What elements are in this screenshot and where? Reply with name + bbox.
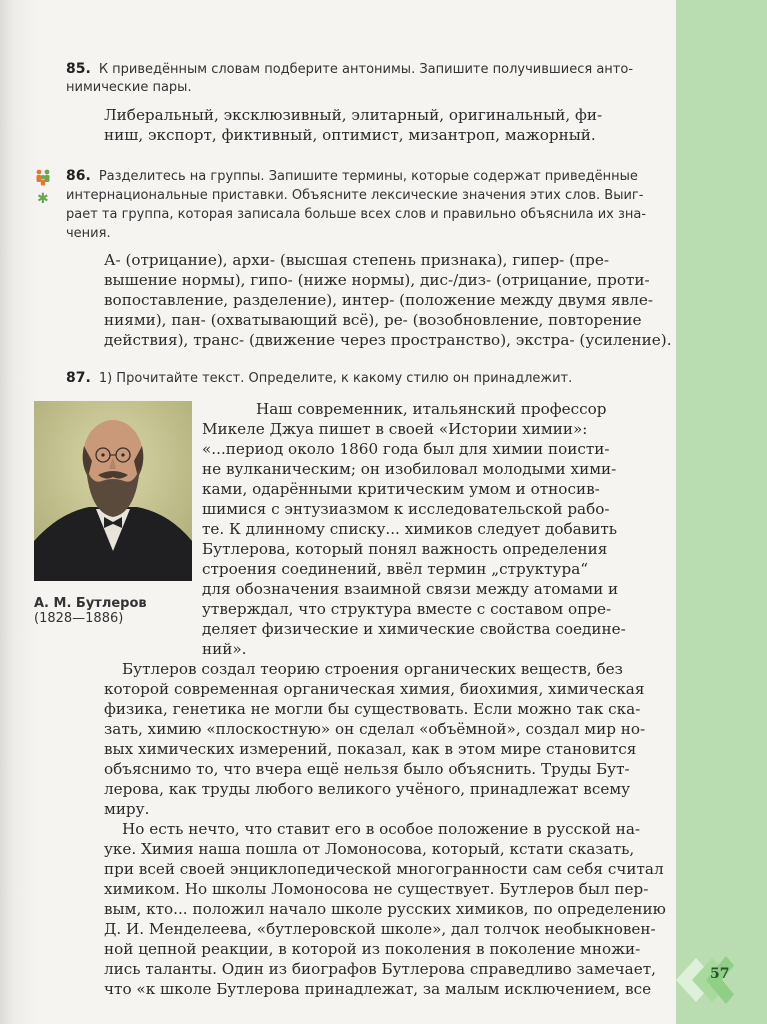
side-text-line-1: Наш современник, итальянский профессор — [256, 400, 607, 418]
body-text-line-3: физика, генетика не могли бы существовать. Если можно так ска- — [104, 700, 641, 718]
body-text-line-6: объяснимо то, что вчера ещё нельзя было объяснить. Труды Бут- — [104, 760, 630, 778]
body-text-line-13: вым, кто... положил начало школе русских химиков, по определению — [104, 900, 666, 918]
body-text-line-14: Д. И. Менделеева, «бутлеровской школе», дал толчок необыкновен- — [104, 920, 656, 938]
body-text-line-17: что «к школе Бутлерова принадлежат, за малым исключением, все — [104, 980, 652, 998]
side-text-line-2: Микеле Джуа пишет в своей «Истории химии»: — [202, 420, 588, 438]
side-text-line-8: Бутлерова, который понял важность определения — [202, 540, 608, 558]
task-86-prefixes-line-2: вышение нормы), гипо- (ниже нормы), дис-/диз- (отрицание, проти- — [104, 271, 650, 289]
body-text-line-15: ной цепной реакции, в которой из поколения в поколение множи- — [104, 940, 641, 958]
page-margin-strip — [676, 0, 767, 1024]
group-work-icon — [34, 168, 52, 186]
portrait-caption-years: (1828—1886) — [34, 611, 124, 626]
body-text-line-16: лись таланты. Один из биографов Бутлерова справедливо замечает, — [104, 960, 656, 978]
side-text-line-5: ками, одарёнными критическим умом и относив- — [202, 480, 600, 498]
task-85-instruction-line-2: нимические пары. — [66, 80, 192, 95]
task-86-prefixes-line-3: вопоставление, разделение), интер- (положение между двумя явле- — [104, 291, 654, 309]
task-85-words-line-2: ниш, экспорт, фиктивный, оптимист, мизантроп, мажорный. — [104, 126, 596, 144]
side-text-line-4: не вулканическим; он изобиловал молодыми хими- — [202, 460, 617, 478]
body-text-line-12: химиком. Но школы Ломоносова не существует. Бутлеров был пер- — [104, 880, 649, 898]
portrait-caption-name: А. М. Бутлеров — [34, 596, 147, 611]
task-86-instruction-line-1: 86. Разделитесь на группы. Запишите термины, которые содержат приведённые — [66, 168, 638, 184]
butlerov-portrait — [34, 401, 192, 581]
body-text-line-8: миру. — [104, 800, 150, 818]
task-87-instruction: 87. 1) Прочитайте текст. Определите, к какому стилю он принадлежит. — [66, 370, 573, 386]
task-86-number: 86. — [66, 168, 91, 184]
body-text-line-9: Но есть нечто, что ставит его в особое положение в русской на- — [122, 820, 641, 838]
task-86-instruction-line-3: рает та группа, которая записала больше всех слов и правильно объяснила их зна- — [66, 207, 647, 222]
body-text-line-2: которой современная органическая химия, биохимия, химическая — [104, 680, 645, 698]
page-number: 57 — [710, 966, 730, 982]
task-85-words-line-1: Либеральный, эксклюзивный, элитарный, оригинальный, фи- — [104, 106, 603, 124]
task-86-instruction-line-4: чения. — [66, 226, 111, 241]
side-text-line-10: для обозначения взаимной связи между атомами и — [202, 580, 619, 598]
task-86-prefixes-line-4: ниями), пан- (охватывающий всё), ре- (возобновление, повторение — [104, 311, 642, 329]
task-86-prefixes-line-5: действия), транс- (движение через пространство), экстра- (усиление). — [104, 331, 672, 349]
body-text-line-7: лерова, как труды любого великого учёного, принадлежат всему — [104, 780, 631, 798]
side-text-line-6: шимися с энтузиазмом к исследовательской рабо- — [202, 500, 610, 518]
side-text-line-13: ний». — [202, 640, 247, 658]
task-87-number: 87. — [66, 370, 91, 386]
body-text-line-10: уке. Химия наша пошла от Ломоносова, который, кстати сказать, — [104, 840, 635, 858]
task-85-instruction-line-1: 85. К приведённым словам подберите антонимы. Запишите получившиеся анто- — [66, 61, 634, 77]
body-text-line-5: вых химических измерений, показал, как в этом мире становится — [104, 740, 637, 758]
body-text-line-4: зать, химию «плоскостную» он сделал «объёмной», создал мир но- — [104, 720, 646, 738]
side-text-line-9: строения соединений, ввёл термин „структура“ — [202, 560, 589, 578]
side-text-line-3: «...период около 1860 года был для химии поисти- — [202, 440, 610, 458]
body-text-line-1: Бутлеров создал теорию строения органических веществ, без — [122, 660, 623, 678]
side-text-line-7: те. К длинному списку... химиков следует добавить — [202, 520, 618, 538]
side-text-line-11: утверждал, что структура вместе с составом опре- — [202, 600, 612, 618]
asterisk-icon: ✱ — [37, 191, 49, 207]
body-text-line-11: при всей своей энциклопедической многогранности сам себя считал — [104, 860, 664, 878]
task-86-instruction-line-2: интернациональные приставки. Объясните лексические значения этих слов. Выиг- — [66, 188, 644, 203]
task-86-prefixes-line-1: А- (отрицание), архи- (высшая степень признака), гипер- (пре- — [104, 251, 610, 269]
task-85-number: 85. — [66, 61, 91, 77]
side-text-line-12: деляет физические и химические свойства соедине- — [202, 620, 626, 638]
